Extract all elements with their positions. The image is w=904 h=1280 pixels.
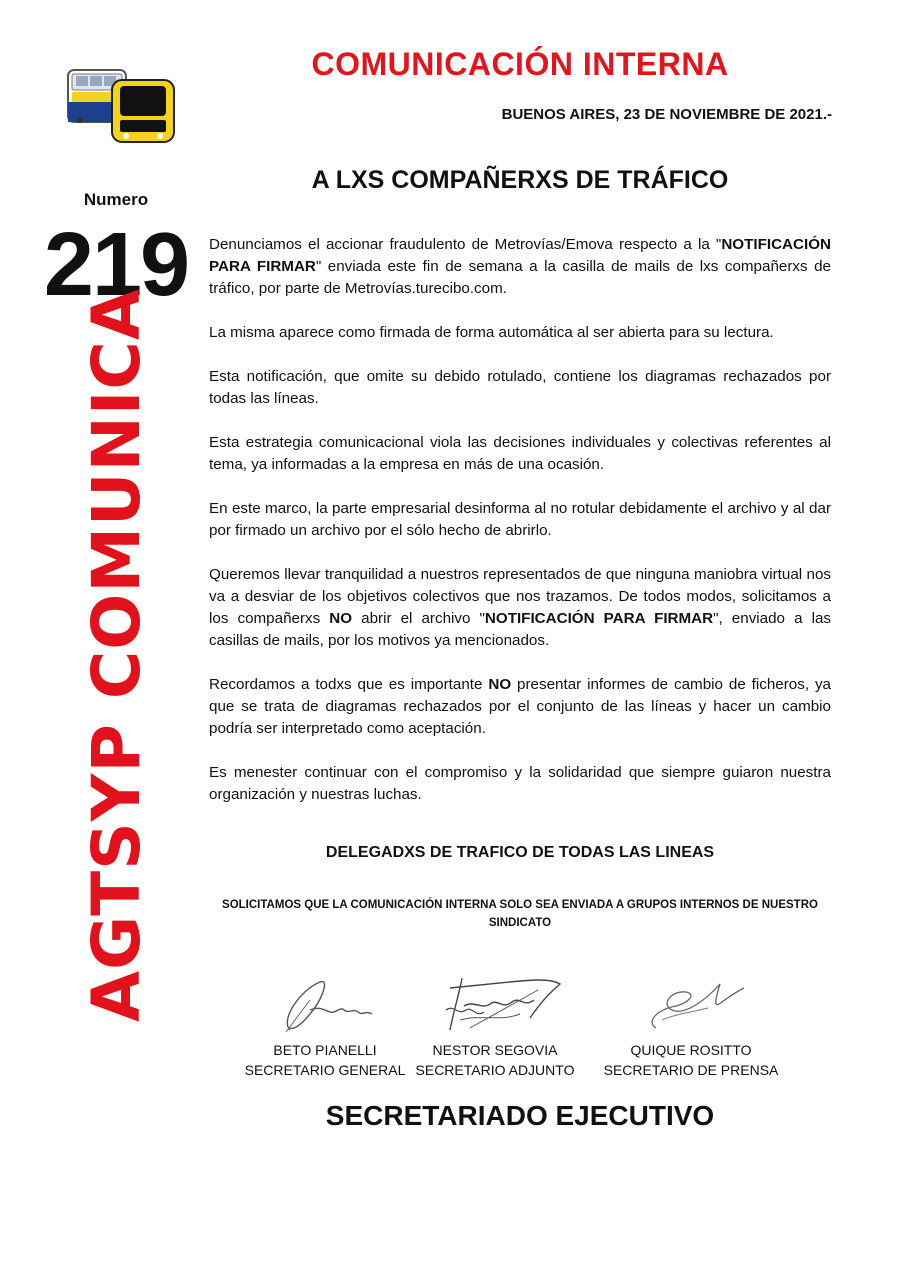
document-subtitle: A LXS COMPAÑERXS DE TRÁFICO bbox=[311, 166, 729, 194]
paragraph-text: abrir el archivo " bbox=[352, 610, 485, 627]
emphasized-text: NOTIFICACIÓN PARA FIRMAR bbox=[209, 236, 831, 275]
signatory-role: SECRETARIO GENERAL bbox=[244, 1062, 406, 1078]
handwritten-signature-icon bbox=[420, 970, 570, 1036]
body-paragraph bbox=[209, 322, 831, 344]
paragraph-text: ", enviado a las casillas de mails, por los motivos ya mencionados. bbox=[209, 610, 832, 649]
subway-train-logo-icon bbox=[66, 66, 178, 146]
document-title: COMUNICACIÓN INTERNA bbox=[311, 46, 729, 82]
vertical-brand-text: AGTSYP COMUNICA bbox=[78, 288, 156, 1022]
body-paragraph bbox=[209, 234, 831, 300]
signature-block-general bbox=[230, 970, 420, 1080]
vertical-brand-banner bbox=[78, 288, 156, 1022]
paragraph-text: presentar informes de cambio de ficheros, ya que se trata de diagramas rechazados por el conjunto de las líneas y hacer un cambio podría ser interpretado como aceptación. bbox=[209, 676, 831, 737]
signatory-name: QUIQUE ROSITTO bbox=[630, 1042, 752, 1058]
signatory-role: SECRETARIO ADJUNTO bbox=[415, 1062, 575, 1078]
signatory-name: NESTOR SEGOVIA bbox=[432, 1042, 558, 1058]
signatory-role: SECRETARIO DE PRENSA bbox=[603, 1062, 779, 1078]
paragraph-text: Denunciamos el accionar fraudulento de Metrovías/Emova respecto a la " bbox=[209, 236, 722, 253]
document-body bbox=[209, 234, 831, 828]
paragraph-text: Queremos llevar tranquilidad a nuestros representados de que ninguna maniobra virtual nos va a desviar de los objetivos colectivos que nos trazamos. De todos modos, solicitamos a los compañerxs bbox=[209, 566, 831, 627]
handwritten-signature-icon bbox=[616, 970, 766, 1036]
body-paragraph bbox=[209, 498, 831, 542]
paragraph-text: La misma aparece como firmada de forma automática al ser abierta para su lectura. bbox=[209, 324, 774, 341]
signature-block-prensa bbox=[596, 970, 786, 1080]
paragraph-text: En este marco, la parte empresarial desinforma al no rotular debidamente el archivo y al dar por firmado un archivo por el sólo hecho de abrirlo. bbox=[209, 500, 831, 539]
signatory-name: BETO PIANELLI bbox=[273, 1042, 377, 1058]
document-date: BUENOS AIRES, 23 DE NOVIEMBRE DE 2021.- bbox=[501, 106, 832, 123]
body-paragraph bbox=[209, 762, 831, 806]
issue-number-label: Numero bbox=[83, 190, 149, 209]
handwritten-signature-icon bbox=[250, 970, 400, 1036]
emphasized-text: NOTIFICACIÓN PARA FIRMAR bbox=[484, 610, 714, 627]
signature-block-adjunto bbox=[400, 970, 590, 1080]
distribution-request: SOLICITAMOS QUE LA COMUNICACIÓN INTERNA SOLO SEA ENVIADA A GRUPOS INTERNOS DE NUESTRO SINDICATO bbox=[222, 899, 818, 929]
paragraph-text: Esta notificación, que omite su debido rotulado, contiene los diagramas rechazados por todas las líneas. bbox=[209, 368, 831, 407]
paragraph-text: " enviada este fin de semana a la casilla de mails de lxs compañerxs de tráfico, por parte de Metrovías.turecibo.com. bbox=[209, 258, 831, 297]
body-paragraph bbox=[209, 674, 831, 740]
paragraph-text: Recordamos a todxs que es importante bbox=[209, 676, 489, 693]
emphasized-text: NO bbox=[488, 676, 512, 693]
paragraph-text: Esta estrategia comunicacional viola las decisiones individuales y colectivas referentes al tema, ya informadas a la empresa en más de una ocasión. bbox=[209, 434, 831, 473]
body-paragraph bbox=[209, 564, 831, 652]
body-paragraph bbox=[209, 366, 831, 410]
issue-number: 219 bbox=[43, 215, 189, 315]
body-paragraph bbox=[209, 432, 831, 476]
footer-title: SECRETARIADO EJECUTIVO bbox=[325, 1100, 715, 1131]
emphasized-text: NO bbox=[329, 610, 353, 627]
paragraph-text: Es menester continuar con el compromiso y la solidaridad que siempre guiaron nuestra organización y nuestras luchas. bbox=[209, 764, 831, 803]
delegates-heading: DELEGADXS DE TRAFICO DE TODAS LAS LINEAS bbox=[325, 844, 715, 861]
